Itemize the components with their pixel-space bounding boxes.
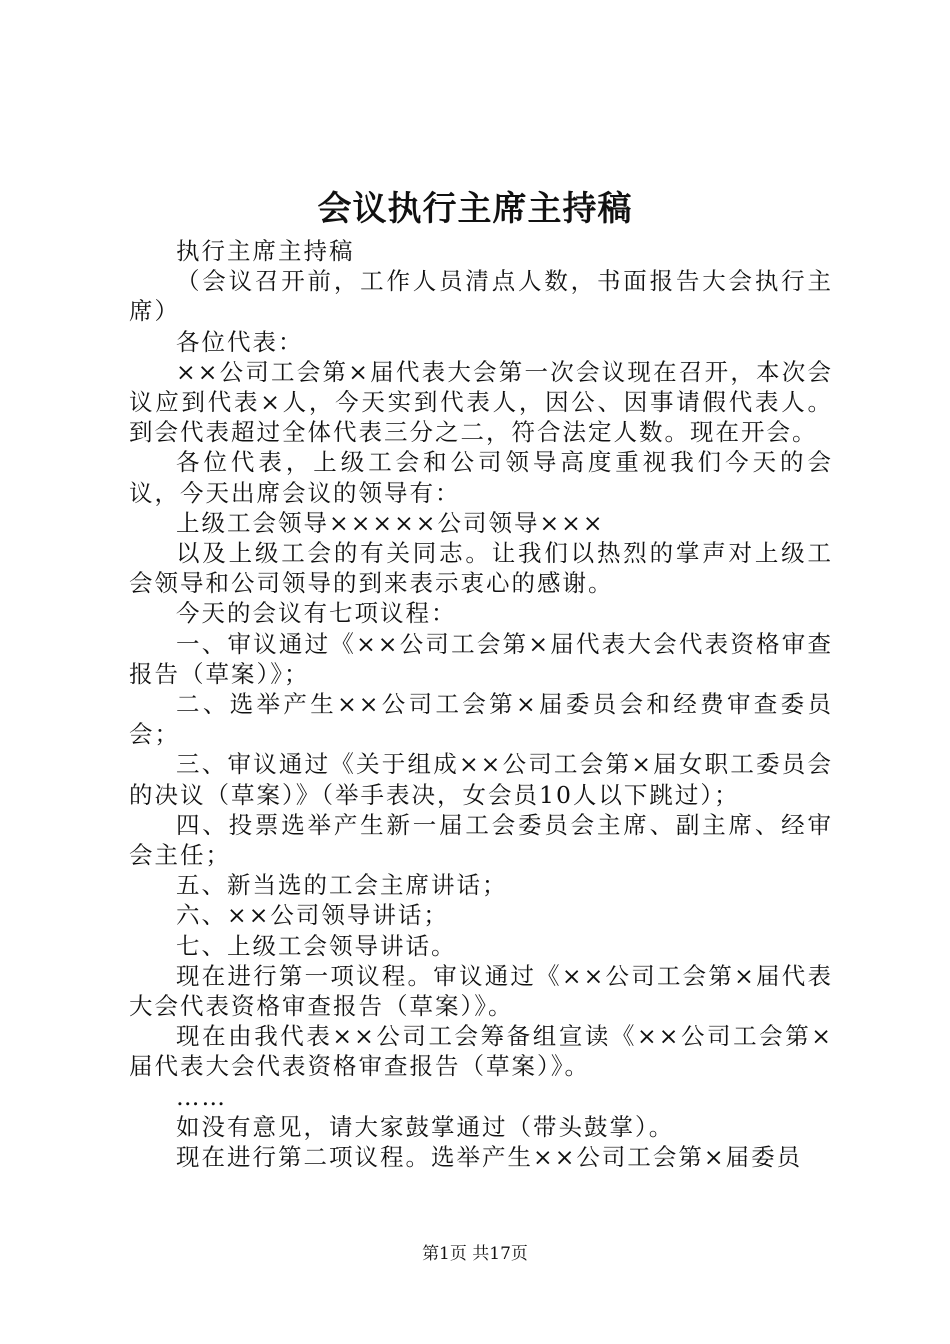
paragraph-agenda-intro: 今天的会议有七项议程： [176,599,457,628]
paragraph-first-item: 现在进行第一项议程。审议通过《××公司工会第×届代表大会代表资格审查报告（草案）》。 [129,961,833,1021]
agenda-item-7: 七、上级工会领导讲话。 [176,931,457,960]
paragraph-ellipsis: …… [176,1082,227,1111]
agenda-item-5: 五、新当选的工会主席讲话； [176,871,508,900]
paragraph-reading: 现在由我代表××公司工会筹备组宣读《××公司工会第×届代表大会代表资格审查报告（草案）》。 [129,1022,833,1081]
paragraph-opening: ××公司工会第×届代表大会第一次会议现在召开，本次会议应到代表×人，今天实到代表人，因公、因事请假代表人。到会代表超过全体代表三分之二，符合法定人数。现在开会。 [129,357,833,447]
agenda-item-3: 三、审议通过《关于组成××公司工会第×届女职工委员会的决议（草案）》（举手表决，女会员10人以下跳过）； [129,750,833,809]
paragraph-leaders-intro: 各位代表，上级工会和公司领导高度重视我们今天的会议，今天出席会议的领导有： [129,448,833,507]
paragraph-approval: 如没有意见，请大家鼓掌通过（带头鼓掌）。 [176,1112,675,1141]
page-footer: 第1页 共17页 [422,1244,528,1264]
paragraph-salutation: 各位代表： [176,327,304,356]
agenda-item-2: 二、选举产生××公司工会第×届委员会和经费审查委员会； [129,690,833,749]
agenda-item-6: 六、××公司领导讲话； [176,901,449,930]
agenda-item-4: 四、投票选举产生新一届工会委员会主席、副主席、经审会主任； [129,810,833,870]
paragraph-second-item: 现在进行第二项议程。选举产生××公司工会第×届委员 [176,1143,803,1172]
document-body [129,236,833,1172]
paragraph-subtitle: 执行主席主持稿 [176,237,355,265]
agenda-item-1: 一、审议通过《××公司工会第×届代表大会代表资格审查报告（草案）》； [129,629,833,688]
document-title: 会议执行主席主持稿 [317,189,633,229]
paragraph-thanks: 以及上级工会的有关同志。让我们以热烈的掌声对上级工会领导和公司领导的到来表示衷心的感谢。 [129,539,833,598]
paragraph-stage-direction: （会议召开前，工作人员清点人数，书面报告大会执行主席） [129,267,833,326]
paragraph-leaders-list: 上级工会领导×××××公司领导××× [176,508,605,537]
